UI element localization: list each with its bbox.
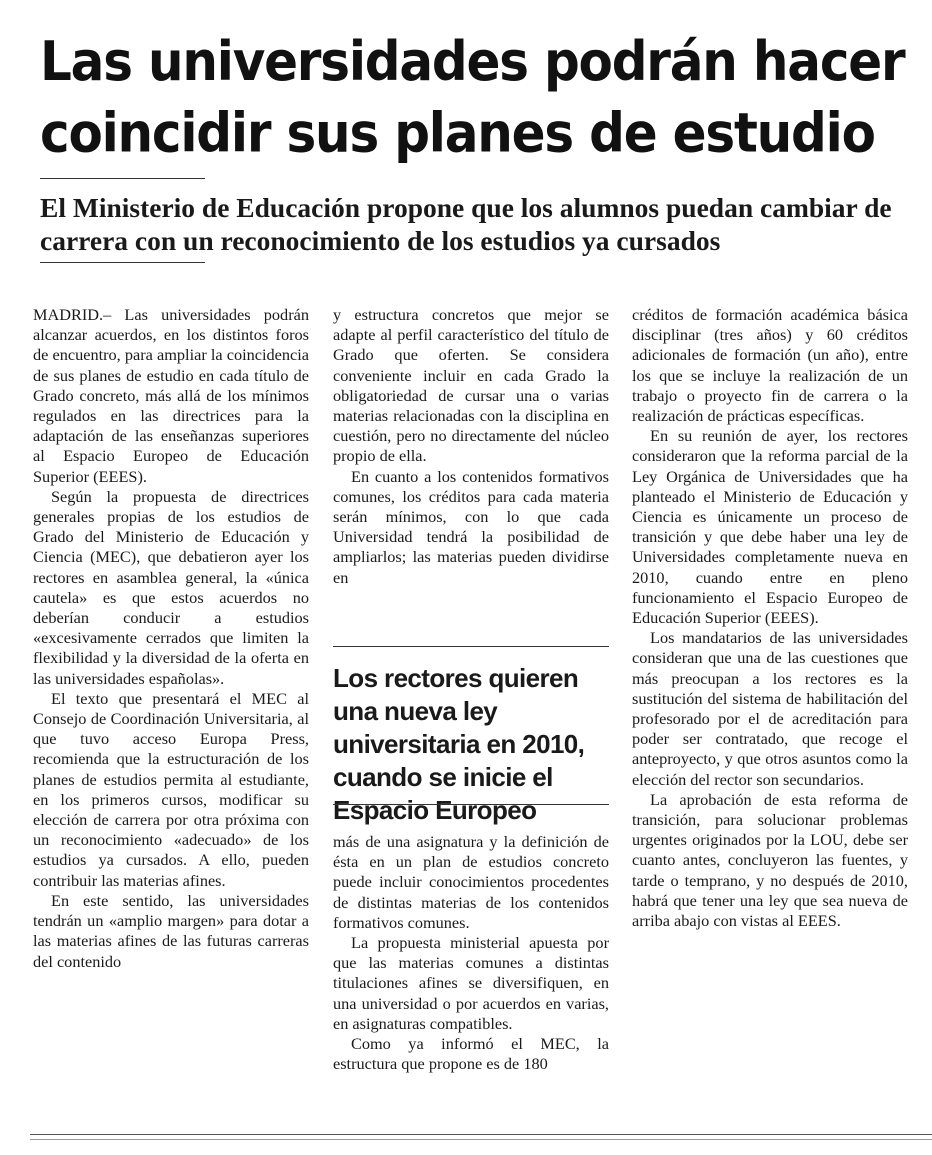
column-1: [33, 305, 309, 972]
paragraph: Según la propuesta de directrices generales propias de los estudios de Grado del Ministerio de Educación y Ciencia (MEC), que debatieron ayer los rectores en asamblea general, la «única cautela» es que estos acuerdos no deberían conducir a estudios «excesivamente cerrados que limiten la flexibilidad y la diversidad de la oferta en las universidades españolas».: [33, 486, 309, 688]
paragraph: y estructura concretos que mejor se adapte al perfil característico del título de Grado que oferten. Se considera conveniente incluir en cada Grado la obligatoriedad de cursar una o varias materias relacionadas con la disciplina en cuestión, pero no directamente del núcleo propio de ella.: [333, 305, 609, 466]
pullquote-rule-bottom: [333, 804, 609, 805]
paragraph: La propuesta ministerial apuesta por que las materias comunes a distintas titulaciones afines se diversifiquen, en una universidad o por acuerdos en varias, en asignaturas compatibles.: [333, 933, 609, 1033]
paragraph: El texto que presentará el MEC al Consejo de Coordinación Universitaria, al que tuvo acceso Europa Press, recomienda que la estructuración de los planes de estudios permita al estudiante, en los primeros cursos, modificar su elección de carrera por otra próxima con un reconocimiento «adecuado» de los estudios ya cursados. A ello, pueden contribuir las materias afines.: [33, 688, 309, 890]
paragraph: más de una asignatura y la definición de ésta en un plan de estudios concreto puede incluir conocimientos procedentes de distintas materias de los contenidos formativos comunes.: [333, 832, 609, 932]
subhead-rule-bottom: [40, 262, 205, 263]
column-2-bottom: [333, 832, 609, 1074]
column-3: [632, 305, 908, 931]
paragraph: MADRID.– Las universidades podrán alcanzar acuerdos, en los distintos foros de encuentro, para ampliar la coincidencia de sus planes de estudio en cada título de Grado concreto, más allá de los mínimos regulados en las directrices para la adaptación de las enseñanzas superiores al Espacio Europeo de Educación Superior (EEES).: [33, 305, 309, 486]
paragraph: En su reunión de ayer, los rectores consideraron que la reforma parcial de la Ley Orgánica de Universidades que ha planteado el Ministerio de Educación y Ciencia es únicamente un proceso de transición y que debe haber una ley de Universidades completamente nueva en 2010, cuando entre en pleno funcionamiento el Espacio Europeo de Educación Superior (EEES).: [632, 426, 908, 628]
paragraph: Los mandatarios de las universidades consideran que una de las cuestiones que más preocupan a los rectores es la sustitución del sistema de habilitación del profesorado por el de acreditación para poder ser contratado, que recoge el anteproyecto, y que otros asuntos como la elección del rector son secundarios.: [632, 628, 908, 789]
column-2-top: [333, 305, 609, 588]
pullquote-rule-top: [333, 646, 609, 647]
headline: Las universidades podrán hacer coincidir sus planes de estudio: [40, 30, 905, 165]
pullquote: Los rectores quieren una nueva ley universitaria en 2010, cuando se inicie el Espacio Europeo: [333, 663, 585, 825]
subhead-rule-top: [40, 178, 205, 179]
subheadline: El Ministerio de Educación propone que los alumnos puedan cambiar de carrera con un reconocimiento de los estudios ya cursados: [40, 192, 892, 256]
page-bottom-rule-2: [30, 1139, 932, 1140]
paragraph: En este sentido, las universidades tendrán un «amplio margen» para dotar a las materias afines de las futuras carreras del contenido: [33, 890, 309, 971]
page-bottom-rule: [30, 1134, 932, 1135]
paragraph: créditos de formación académica básica disciplinar (tres años) y 60 créditos adicionales de formación (un año), entre los que se incluye la realización de un trabajo o proyecto fin de carrera o la realización de prácticas específicas.: [632, 305, 908, 426]
paragraph: La aprobación de esta reforma de transición, para solucionar problemas urgentes originados por la LOU, debe ser cuanto antes, concluyeron las fuentes, y tarde o temprano, y no después de 2010, habrá que tener una ley que sea nueva de arriba abajo con vistas al EEES.: [632, 789, 908, 931]
paragraph: Como ya informó el MEC, la estructura que propone es de 180: [333, 1034, 609, 1074]
paragraph: En cuanto a los contenidos formativos comunes, los créditos para cada materia serán mínimos, con lo que cada Universidad tendrá la posibilidad de ampliarlos; las materias pueden dividirse en: [333, 466, 609, 587]
